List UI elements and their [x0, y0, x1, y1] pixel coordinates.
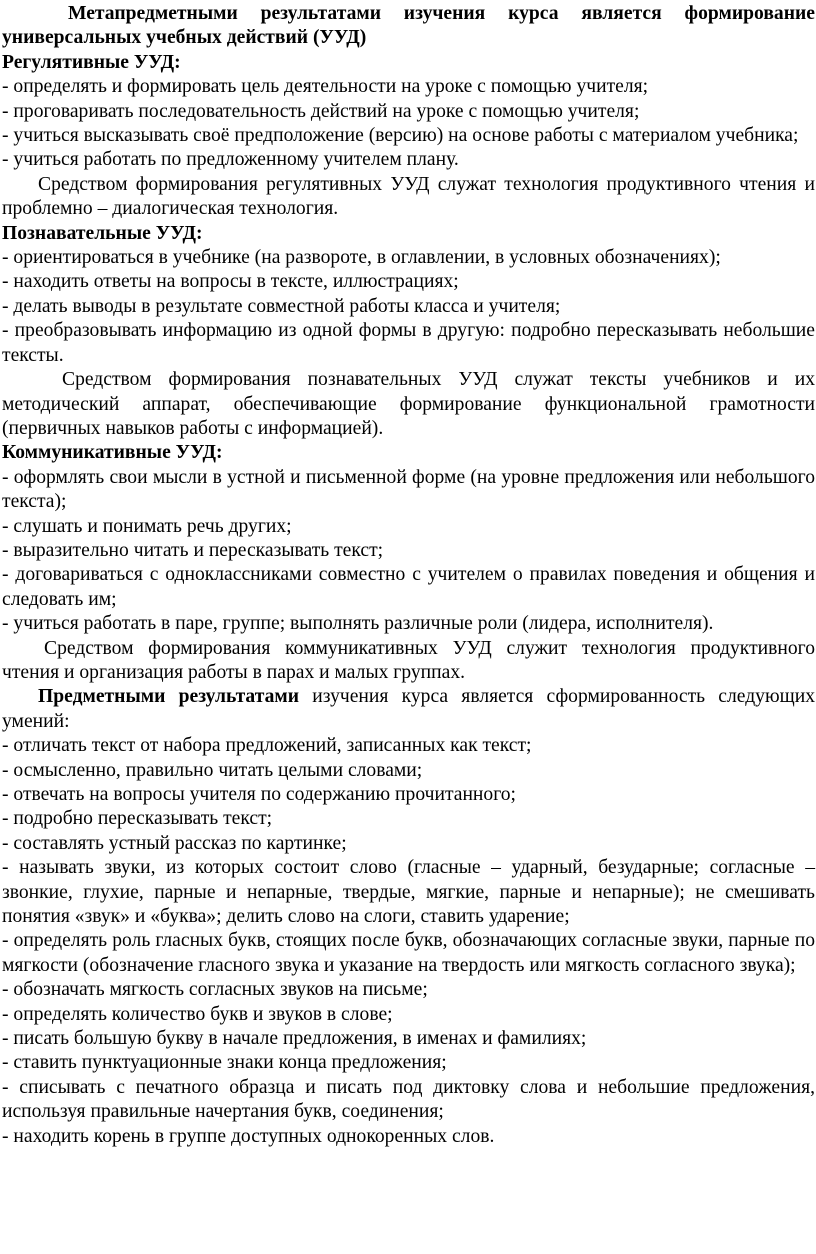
- list-item: - проговаривать последовательность действий на уроке с помощью учителя;: [2, 100, 640, 122]
- subject-lead-rest: изучения курса является сформированность следующих умений:: [2, 686, 815, 732]
- list-item: - ориентироваться в учебнике (на развороте, в оглавлении, в условных обозначениях);: [2, 247, 721, 269]
- subject-lead-bold: Предметными результатами: [38, 686, 300, 708]
- list-item: - делать выводы в результате совместной работы класса и учителя;: [2, 295, 561, 317]
- list-item: - списывать с печатного образца и писать под диктовку слова и небольшие предложения, используя правильные начертания букв, соединения;: [2, 1076, 815, 1123]
- list-item: - договариваться с одноклассниками совместно с учителем о правилах поведения и общения и следовать им;: [2, 564, 815, 610]
- cognitive-heading: Познавательные УУД:: [2, 222, 203, 244]
- list-item: - ставить пунктуационные знаки конца предложения;: [2, 1052, 447, 1074]
- list-item: - обозначать мягкость согласных звуков на письме;: [2, 979, 428, 1001]
- list-item: - находить ответы на вопросы в тексте, иллюстрациях;: [2, 271, 459, 293]
- list-item: - выразительно читать и пересказывать текст;: [2, 539, 384, 561]
- cognitive-note: Средством формирования познавательных УУД служат тексты учебников и их методический аппарат, обеспечивающие формирование функциональной грамотности (первичных навыков работы с информацией).: [2, 369, 815, 439]
- cognitive-list: [2, 246, 815, 368]
- list-item: - называть звуки, из которых состоит слово (гласные – ударный, безударные; согласные – звонкие, глухие, парные и непарные, твердые, мягкие, парные и непарные); не смешивать понятия «звук» и «буква»; делить слово на слоги, ставить ударение;: [2, 857, 815, 928]
- list-item: - определять количество букв и звуков в слове;: [2, 1003, 393, 1025]
- list-item: - слушать и понимать речь других;: [2, 515, 292, 537]
- list-item: - подробно пересказывать текст;: [2, 808, 273, 830]
- list-item: - осмысленно, правильно читать целыми словами;: [2, 759, 423, 781]
- regulative-heading: Регулятивные УУД:: [2, 51, 181, 73]
- list-item: - учиться работать в паре, группе; выполнять различные роли (лидера, исполнителя).: [2, 613, 714, 635]
- subject-lead: [2, 685, 815, 734]
- list-item: - отличать текст от набора предложений, записанных как текст;: [2, 735, 532, 757]
- list-item: - оформлять свои мысли в устной и письменной форме (на уровне предложения или небольшого текста);: [2, 466, 815, 513]
- regulative-note: Средством формирования регулятивных УУД служат технология продуктивного чтения и проблемно – диалогическая технология.: [2, 173, 815, 220]
- list-item: - находить корень в группе доступных однокоренных слов.: [2, 1125, 495, 1147]
- list-item: - составлять устный рассказ по картинке;: [2, 832, 347, 854]
- list-item: - учиться работать по предложенному учителем плану.: [2, 149, 459, 171]
- list-item: - учиться высказывать своё предположение (версию) на основе работы с материалом учебника;: [2, 125, 799, 147]
- subject-list: [2, 734, 815, 1149]
- list-item: - преобразовывать информацию из одной формы в другую: подробно пересказывать небольшие тексты.: [2, 320, 815, 366]
- list-item: - писать большую букву в начале предложения, в именах и фамилиях;: [2, 1028, 587, 1050]
- communicative-heading: Коммуникативные УУД:: [2, 442, 223, 464]
- list-item: - отвечать на вопросы учителя по содержанию прочитанного;: [2, 784, 517, 805]
- communicative-list: [2, 466, 815, 637]
- regulative-list: [2, 75, 815, 173]
- intro-title: Метапредметными результатами изучения курса является формирование универсальных учебных действий (УУД): [2, 3, 815, 49]
- list-item: - определять роль гласных букв, стоящих после букв, обозначающих согласные звуки, парные по мягкости (обозначение гласного звука и указание на твердость или мягкость согласного звука);: [2, 930, 815, 976]
- communicative-note: Средством формирования коммуникативных УУД служит технология продуктивного чтения и организация работы в парах и малых группах.: [2, 637, 815, 683]
- list-item: - определять и формировать цель деятельности на уроке с помощью учителя;: [2, 76, 649, 98]
